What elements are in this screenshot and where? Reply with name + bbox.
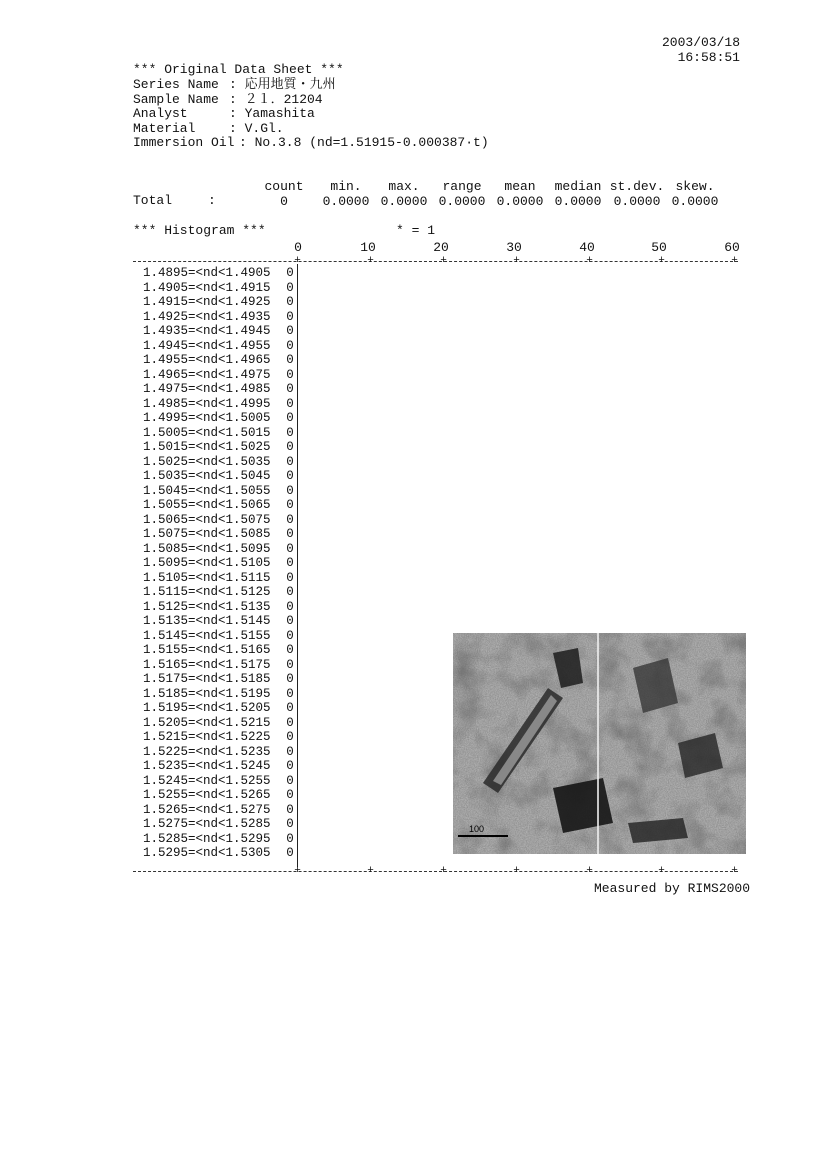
histogram-row-count: 0 <box>286 701 294 715</box>
histogram-row-count: 0 <box>286 483 294 498</box>
histogram-row-count: 0 <box>286 324 294 338</box>
bottom-tick-mark: + <box>731 865 738 877</box>
bottom-tick-mark: + <box>440 865 447 877</box>
top-tick-mark: + <box>294 255 301 267</box>
analyst-label: Analyst <box>133 106 188 121</box>
bottom-tick-mark: + <box>586 865 593 877</box>
histogram-row-count: 0 <box>286 672 294 686</box>
histogram-row-label: 1.5075=<nd<1.5085 <box>143 527 271 541</box>
date-stamp: 2003/03/18 <box>661 35 740 50</box>
stats-mean-value: 0.0000 <box>496 194 544 209</box>
histogram-row-count: 0 <box>286 338 294 353</box>
histogram-title: *** Histogram *** <box>133 223 266 238</box>
histogram-baseline <box>297 264 298 867</box>
stats-min-value: 0.0000 <box>322 194 370 209</box>
histogram-row-count: 0 <box>286 454 294 469</box>
histogram-row-count: 0 <box>286 759 294 773</box>
stats-count-header: count <box>264 179 304 194</box>
histogram-row-label: 1.4955=<nd<1.4965 <box>143 353 271 367</box>
histogram-row-label: 1.5235=<nd<1.5245 <box>143 759 271 773</box>
histogram-row-label: 1.5155=<nd<1.5165 <box>143 643 271 657</box>
histogram-row-label: 1.5115=<nd<1.5125 <box>143 585 271 599</box>
histogram-row-label: 1.5045=<nd<1.5055 <box>143 483 271 498</box>
histogram-row-count: 0 <box>286 802 294 817</box>
histogram-row-count: 0 <box>286 585 294 599</box>
histogram-scale: * = 1 <box>396 223 436 238</box>
histogram-row-count: 0 <box>286 788 294 802</box>
histogram-row-label: 1.5275=<nd<1.5285 <box>143 817 271 831</box>
histogram-row-label: 1.5015=<nd<1.5025 <box>143 440 271 454</box>
histogram-row-count: 0 <box>286 425 294 440</box>
analyst-value: : Yamashita <box>229 106 315 121</box>
histogram-row-count: 0 <box>286 715 294 730</box>
axis-tick-20: 20 <box>433 240 449 255</box>
histogram-row-label: 1.4945=<nd<1.4955 <box>143 338 271 353</box>
histogram-row-count: 0 <box>286 396 294 411</box>
histogram-row-label: 1.5085=<nd<1.5095 <box>143 541 271 556</box>
top-tick-mark: + <box>367 255 374 267</box>
histogram-row-label: 1.4995=<nd<1.5005 <box>143 411 271 425</box>
histogram-row-count: 0 <box>286 367 294 382</box>
histogram-row-label: 1.4905=<nd<1.4915 <box>143 280 271 295</box>
stats-skew-value: 0.0000 <box>671 194 719 209</box>
axis-tick-10: 10 <box>360 240 376 255</box>
micrograph-photo <box>453 633 746 854</box>
stats-mean-header: mean <box>504 179 536 194</box>
histogram-row-label: 1.5285=<nd<1.5295 <box>143 831 271 846</box>
histogram-row-label: 1.5185=<nd<1.5195 <box>143 686 271 701</box>
stats-stdev-header: st.dev. <box>609 179 665 194</box>
bottom-tick-mark: + <box>367 865 374 877</box>
stats-median-header: median <box>554 179 602 194</box>
histogram-row-label: 1.5035=<nd<1.5045 <box>143 469 271 483</box>
histogram-row-count: 0 <box>286 498 294 512</box>
stats-total-label: Total <box>133 193 173 208</box>
stats-range-value: 0.0000 <box>438 194 486 209</box>
sample-name-label: Sample Name <box>133 92 219 107</box>
histogram-row-label: 1.4975=<nd<1.4985 <box>143 382 271 396</box>
axis-tick-0: 0 <box>294 240 302 255</box>
histogram-row-label: 1.5065=<nd<1.5075 <box>143 512 271 527</box>
histogram-row-count: 0 <box>286 744 294 759</box>
top-tick-mark: + <box>731 255 738 267</box>
histogram-row-count: 0 <box>286 831 294 846</box>
histogram-row-count: 0 <box>286 657 294 672</box>
histogram-row-count: 0 <box>286 570 294 585</box>
bottom-tick-mark: + <box>658 865 665 877</box>
histogram-row-count: 0 <box>286 309 294 324</box>
histogram-row-label: 1.5105=<nd<1.5115 <box>143 570 271 585</box>
histogram-row-label: 1.5095=<nd<1.5105 <box>143 556 271 570</box>
histogram-row-count: 0 <box>286 817 294 831</box>
histogram-row-count: 0 <box>286 512 294 527</box>
histogram-row-label: 1.5195=<nd<1.5205 <box>143 701 271 715</box>
histogram-row-count: 0 <box>286 411 294 425</box>
sheet-title: *** Original Data Sheet *** <box>133 62 344 77</box>
axis-tick-30: 30 <box>506 240 522 255</box>
immersion-oil-label: Immersion Oil <box>133 135 235 150</box>
histogram-row-label: 1.4965=<nd<1.4975 <box>143 367 271 382</box>
histogram-row-count: 0 <box>286 295 294 309</box>
stats-max-value: 0.0000 <box>380 194 428 209</box>
histogram-row-label: 1.5025=<nd<1.5035 <box>143 454 271 469</box>
material-label: Material <box>133 121 196 136</box>
histogram-row-label: 1.5125=<nd<1.5135 <box>143 599 271 614</box>
histogram-row-label: 1.5005=<nd<1.5015 <box>143 425 271 440</box>
top-tick-mark: + <box>658 255 665 267</box>
axis-tick-40: 40 <box>579 240 595 255</box>
measured-by: Measured by RIMS2000 <box>594 881 751 896</box>
axis-tick-50: 50 <box>651 240 667 255</box>
histogram-row-label: 1.5255=<nd<1.5265 <box>143 788 271 802</box>
histogram-row-label: 1.4925=<nd<1.4935 <box>143 309 271 324</box>
histogram-row-count: 0 <box>286 628 294 643</box>
top-tick-mark: + <box>440 255 447 267</box>
histogram-row-label: 1.5055=<nd<1.5065 <box>143 498 271 512</box>
histogram-row-count: 0 <box>286 527 294 541</box>
histogram-row-label: 1.4935=<nd<1.4945 <box>143 324 271 338</box>
histogram-row-count: 0 <box>286 541 294 556</box>
histogram-row-count: 0 <box>286 469 294 483</box>
histogram-row-label: 1.4915=<nd<1.4925 <box>143 295 271 309</box>
histogram-row-count: 0 <box>286 773 294 788</box>
top-axis-line <box>133 261 738 262</box>
histogram-row-label: 1.5265=<nd<1.5275 <box>143 802 271 817</box>
histogram-row-label: 1.5145=<nd<1.5155 <box>143 628 271 643</box>
stats-stdev-value: 0.0000 <box>613 194 661 209</box>
photo-scale-label: 100 <box>469 824 485 834</box>
histogram-row-count: 0 <box>286 440 294 454</box>
histogram-row-count: 0 <box>286 280 294 295</box>
histogram-row-count: 0 <box>286 353 294 367</box>
histogram-row-count: 0 <box>286 614 294 628</box>
top-tick-mark: + <box>513 255 520 267</box>
series-name-value: : 応用地質・九州 <box>229 77 336 92</box>
material-value: : V.Gl. <box>229 121 284 136</box>
histogram-row-label: 1.5175=<nd<1.5185 <box>143 672 271 686</box>
stats-max-header: max. <box>388 179 420 194</box>
histogram-row-count: 0 <box>286 266 294 280</box>
histogram-row-label: 1.5295=<nd<1.5305 <box>143 846 271 860</box>
sample-name-value: : ２１．21204 <box>229 92 323 107</box>
histogram-row-label: 1.5205=<nd<1.5215 <box>143 715 271 730</box>
bottom-tick-mark: + <box>294 865 301 877</box>
histogram-row-label: 1.5165=<nd<1.5175 <box>143 657 271 672</box>
histogram-row-label: 1.5225=<nd<1.5235 <box>143 744 271 759</box>
stats-min-header: min. <box>330 179 362 194</box>
bottom-axis-line <box>133 871 738 872</box>
stats-skew-header: skew. <box>675 179 715 194</box>
bottom-tick-mark: + <box>513 865 520 877</box>
stats-range-header: range <box>442 179 482 194</box>
histogram-row-count: 0 <box>286 382 294 396</box>
stats-count-value: 0 <box>280 194 288 209</box>
series-name-label: Series Name <box>133 77 219 92</box>
histogram-row-count: 0 <box>286 846 294 860</box>
histogram-row-label: 1.5245=<nd<1.5255 <box>143 773 271 788</box>
histogram-row-count: 0 <box>286 686 294 701</box>
immersion-oil-value: : No.3.8 (nd=1.51915-0.000387·t) <box>239 135 489 150</box>
histogram-row-count: 0 <box>286 730 294 744</box>
axis-tick-60: 60 <box>724 240 740 255</box>
histogram-row-count: 0 <box>286 599 294 614</box>
stats-colon: : <box>208 193 216 208</box>
time-stamp: 16:58:51 <box>677 50 740 65</box>
histogram-row-count: 0 <box>286 556 294 570</box>
histogram-row-label: 1.5215=<nd<1.5225 <box>143 730 271 744</box>
histogram-row-count: 0 <box>286 643 294 657</box>
histogram-row-label: 1.4985=<nd<1.4995 <box>143 396 271 411</box>
histogram-row-label: 1.5135=<nd<1.5145 <box>143 614 271 628</box>
histogram-row-label: 1.4895=<nd<1.4905 <box>143 266 271 280</box>
stats-median-value: 0.0000 <box>554 194 602 209</box>
top-tick-mark: + <box>586 255 593 267</box>
